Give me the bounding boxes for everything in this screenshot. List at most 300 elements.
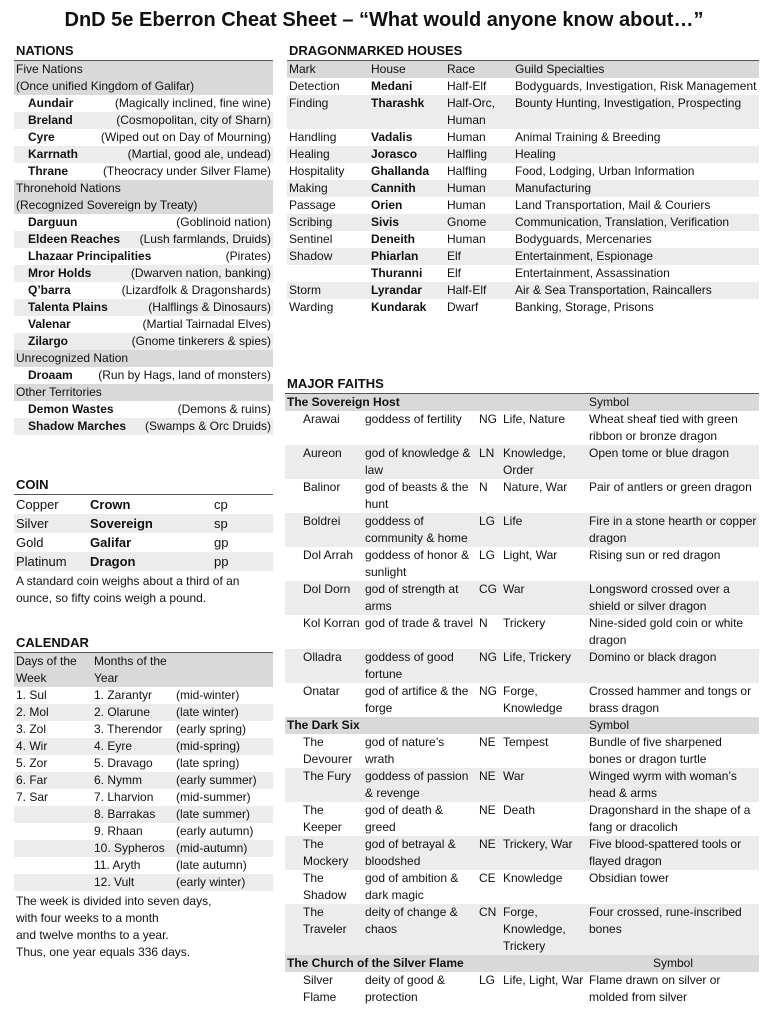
month-name: 3. Therendor (94, 722, 163, 736)
deity-role: god of strength at arms (363, 581, 477, 615)
nation-name: Zilargo (28, 334, 69, 348)
deity-symbol: Domino or black dragon (587, 649, 759, 683)
nation-name: Mror Holds (28, 266, 92, 280)
nation-name: Eldeen Reaches (28, 232, 121, 246)
nation-description: (Wiped out on Day of Mourning) (100, 130, 271, 144)
houses-section (287, 42, 759, 316)
nation-name: Karrnath (28, 147, 79, 161)
nation-item (14, 265, 273, 282)
faiths-table (285, 394, 759, 1006)
nation-description: (Pirates) (225, 249, 271, 263)
calendar-header-row (14, 653, 273, 687)
nation-item (14, 316, 273, 333)
house-row (287, 163, 759, 180)
calendar-row (14, 721, 273, 738)
calendar-row (14, 738, 273, 755)
deity-symbol: Five blood-spattered tools or flayed dragon (587, 836, 759, 870)
deity-spacer (285, 734, 301, 768)
deity-alignment: NG (477, 649, 501, 683)
month-season: (late winter) (174, 704, 273, 721)
coin-name: Crown (90, 497, 131, 512)
house-specialties: Bodyguards, Investigation, Risk Management (515, 79, 757, 93)
house-race: Elf (447, 266, 462, 280)
deity-spacer (285, 972, 301, 1006)
nation-item (14, 112, 273, 129)
nation-group-subtitle: (Recognized Sovereign by Treaty) (14, 197, 273, 214)
nation-name: Cyre (28, 130, 55, 144)
deity-spacer (285, 479, 301, 513)
deity-alignment: LG (477, 513, 501, 547)
house-name: Tharashk (369, 95, 445, 129)
deity-row (285, 802, 759, 836)
deity-role: goddess of community & home (363, 513, 477, 547)
weekday (14, 823, 92, 840)
coin-abbr: pp (212, 552, 273, 571)
days-header: Days of the Week (14, 653, 92, 687)
coin-table (14, 495, 273, 571)
nation-name: Talenta Plains (28, 300, 108, 314)
deity-name: The Mockery (301, 836, 363, 870)
deity-name: Olladra (301, 649, 363, 683)
deity-symbol: Bundle of five sharpened bones or dragon turtle (589, 735, 722, 766)
deity-domains: Life, Trickery (501, 649, 587, 683)
nation-group-title: Thronehold Nations (14, 180, 273, 197)
house-mark: Detection (289, 79, 340, 93)
nation-item (14, 333, 273, 350)
deity-name: The Fury (301, 768, 363, 802)
nation-name: Lhazaar Principalities (28, 249, 152, 263)
nation-description: (Run by Hags, land of monsters) (98, 368, 271, 382)
month-season: (early autumn) (176, 824, 254, 838)
faiths-heading: MAJOR FAITHS (285, 375, 759, 394)
house-specialties: Entertainment, Espionage (513, 248, 759, 265)
house-mark: Healing (287, 146, 369, 163)
house-row (287, 197, 759, 214)
nation-description: (Lizardfolk & Dragonshards) (121, 283, 271, 297)
deity-alignment: CE (479, 871, 496, 885)
deity-name: The Traveler (301, 904, 363, 955)
nation-description: (Dwarven nation, banking) (130, 266, 271, 280)
coin-name: Sovereign (88, 514, 212, 533)
coin-abbr: gp (214, 535, 229, 550)
nation-description: (Goblinoid nation) (176, 215, 271, 229)
deity-role: god of death & greed (365, 803, 444, 834)
house-race: Gnome (445, 214, 513, 231)
deity-row (285, 445, 759, 479)
nation-item (14, 163, 273, 180)
calendar-note-line: with four weeks to a month (16, 911, 159, 925)
month-name: 11. Aryth (94, 858, 141, 872)
deity-alignment: NG (479, 684, 497, 698)
deity-domains: Trickery, War (501, 836, 587, 870)
house-mark: Storm (287, 282, 369, 299)
month-name: 4. Eyre (92, 738, 174, 755)
house-name: Deneith (371, 232, 416, 246)
deity-domains: Trickery (503, 616, 546, 630)
calendar-row (14, 755, 273, 772)
deity-row (285, 683, 759, 717)
house-specialties: Entertainment, Assassination (515, 266, 670, 280)
month-name: 7. Lharvion (94, 790, 154, 804)
deity-domains: Light, War (503, 548, 558, 562)
deity-alignment: N (479, 616, 488, 630)
month-name: 1. Zarantyr (94, 688, 153, 702)
month-name: 5. Dravago (94, 756, 153, 770)
deity-name: The Keeper (303, 803, 342, 834)
nation-item (14, 231, 273, 248)
house-specialties: Air & Sea Transportation, Raincallers (513, 282, 759, 299)
deity-domains: Life, Nature (503, 412, 566, 426)
faith-symbol-header: Symbol (587, 394, 759, 411)
deity-symbol: Longsword crossed over a shield or silver dragon (587, 581, 759, 615)
calendar-note (14, 891, 273, 961)
month-season: (early summer) (174, 772, 273, 789)
deity-spacer (285, 904, 301, 955)
house-specialties: Bodyguards, Mercenaries (515, 232, 652, 246)
nation-group-title: Five Nations (14, 61, 273, 78)
deity-spacer (285, 870, 301, 904)
deity-name: Kol Korran (303, 616, 360, 630)
deity-role: god of nature’s wrath (365, 735, 445, 766)
deity-row (285, 836, 759, 870)
calendar-row (14, 704, 273, 721)
calendar-section (14, 634, 273, 961)
deity-domains: Nature, War (503, 480, 568, 494)
deity-row (285, 411, 759, 445)
house-row (287, 231, 759, 248)
weekday: 7. Sar (16, 790, 49, 804)
nation-name: Droaam (28, 368, 73, 382)
month-season: (mid-summer) (176, 790, 251, 804)
coin-section (14, 476, 273, 607)
houses-table (287, 61, 759, 316)
weekday (14, 857, 92, 874)
deity-symbol: Obsidian tower (589, 871, 670, 885)
deity-name: Balinor (303, 480, 341, 494)
month-name: 12. Vult (92, 874, 174, 891)
deity-spacer (285, 547, 301, 581)
calendar-row (14, 772, 273, 789)
nation-description: (Martial Tairnadal Elves) (142, 317, 271, 331)
deity-row (285, 904, 759, 955)
nation-name: Q’barra (28, 283, 71, 297)
house-race: Human (445, 180, 513, 197)
faith-group-name: The Sovereign Host (285, 394, 587, 411)
calendar-row (14, 806, 273, 823)
deity-symbol: Four crossed, rune-inscribed bones (587, 904, 759, 955)
nation-description: (Theocracy under Silver Flame) (102, 164, 271, 178)
calendar-row (14, 840, 273, 857)
nation-name: Thrane (28, 164, 69, 178)
deity-alignment: NE (477, 836, 501, 870)
house-specialties: Animal Training & Breeding (515, 130, 661, 144)
month-name: 10. Sypheros (92, 840, 174, 857)
month-season: (mid-spring) (174, 738, 273, 755)
nation-group-title: Other Territories (14, 384, 273, 401)
faith-symbol-header: Symbol (587, 717, 759, 734)
deity-name: Arawai (303, 412, 340, 426)
house-specialties: Food, Lodging, Urban Information (515, 164, 695, 178)
month-name: 2. Olarune (92, 704, 174, 721)
house-specialties: Land Transportation, Mail & Couriers (515, 198, 711, 212)
nation-description: (Cosmopolitan, city of Sharn) (116, 113, 271, 127)
deity-name: Silver Flame (303, 973, 337, 1004)
nation-item (14, 146, 273, 163)
deity-role: god of ambition & dark magic (365, 871, 459, 902)
nations-heading: NATIONS (14, 42, 273, 61)
nation-item (14, 282, 273, 299)
nation-description: (Martial, good ale, undead) (127, 147, 271, 161)
house-name: Ghallanda (371, 164, 430, 178)
house-mark: Sentinel (289, 232, 333, 246)
weekday (14, 806, 92, 823)
calendar-heading: CALENDAR (14, 634, 273, 653)
deity-domains: Forge, Knowledge (503, 684, 563, 715)
deity-role: god of beasts & the hunt (365, 480, 469, 511)
deity-spacer (285, 581, 301, 615)
coin-metal: Copper (16, 497, 59, 512)
deity-role: god of betrayal & bloodshed (363, 836, 477, 870)
deity-role: deity of good & protection (365, 973, 446, 1004)
houses-column-header: Guild Specialties (513, 61, 759, 78)
faith-group-name: The Church of the Silver Flame (285, 955, 587, 972)
house-race: Dwarf (447, 300, 479, 314)
nation-description: (Lush farmlands, Druids) (139, 232, 271, 246)
house-race: Half-Elf (447, 79, 487, 93)
deity-symbol: Dragonshard in the shape of a fang or dracolich (589, 803, 751, 834)
deity-spacer (285, 649, 301, 683)
coin-row (14, 533, 273, 552)
deity-alignment: NE (477, 768, 501, 802)
coin-heading: COIN (14, 476, 273, 495)
calendar-row (14, 823, 273, 840)
house-specialties: Healing (513, 146, 759, 163)
calendar-note-line: The week is divided into seven days, (16, 894, 212, 908)
houses-heading: DRAGONMARKED HOUSES (287, 42, 759, 61)
deity-domains: Life (501, 513, 587, 547)
deity-alignment: N (479, 480, 488, 494)
deity-role: goddess of good fortune (363, 649, 477, 683)
nation-description: (Halflings & Dinosaurs) (148, 300, 271, 314)
deity-spacer (285, 445, 301, 479)
house-row (287, 299, 759, 316)
deity-role: god of trade & travel (365, 616, 474, 630)
faith-group-name: The Dark Six (285, 717, 587, 734)
house-row (287, 78, 759, 95)
deity-row (285, 513, 759, 547)
deity-spacer (285, 802, 301, 836)
weekday: 1. Sul (16, 688, 47, 702)
deity-domains: Knowledge, Order (501, 445, 587, 479)
faith-group-row (285, 955, 759, 972)
deity-name: Dol Dorn (301, 581, 363, 615)
weekday (14, 874, 92, 891)
house-name: Lyrandar (369, 282, 445, 299)
month-season: (mid-autumn) (174, 840, 273, 857)
deity-symbol: Flame drawn on silver or molded from silver (589, 973, 721, 1004)
deity-role: god of artifice & the forge (365, 684, 469, 715)
calendar-row (14, 857, 273, 874)
deity-row (285, 615, 759, 649)
deity-domains: War (501, 768, 587, 802)
deity-role: goddess of fertility (365, 412, 462, 426)
houses-column-header: House (369, 61, 445, 78)
house-row (287, 180, 759, 197)
deity-spacer (285, 836, 301, 870)
nations-section (14, 42, 273, 435)
nation-name: Aundair (28, 96, 74, 110)
nation-name: Breland (28, 113, 73, 127)
deity-row (285, 734, 759, 768)
houses-header-row (287, 61, 759, 78)
weekday: 6. Far (14, 772, 92, 789)
month-name: 6. Nymm (92, 772, 174, 789)
deity-spacer (285, 768, 301, 802)
deity-row (285, 547, 759, 581)
nation-description: (Gnome tinkerers & spies) (131, 334, 271, 348)
house-row (287, 248, 759, 265)
coin-row (14, 552, 273, 571)
deity-domains: Life, Light, War (503, 973, 584, 987)
nation-item (14, 214, 273, 231)
deity-role: goddess of passion & revenge (363, 768, 477, 802)
nation-description: (Magically inclined, fine wine) (114, 96, 271, 110)
month-season: (mid-winter) (176, 688, 240, 702)
nation-item (14, 129, 273, 146)
deity-symbol: Nine-sided gold coin or white dragon (589, 616, 744, 647)
weekday: 4. Wir (14, 738, 92, 755)
deity-symbol: Pair of antlers or green dragon (589, 480, 752, 494)
house-race: Elf (445, 248, 513, 265)
deity-name: Aureon (301, 445, 363, 479)
house-row (287, 282, 759, 299)
nation-name: Demon Wastes (28, 402, 114, 416)
deity-name: Onatar (303, 684, 340, 698)
page-title: DnD 5e Eberron Cheat Sheet – “What would anyone know about…” (64, 9, 704, 31)
deity-domains: War (501, 581, 587, 615)
nation-name: Valenar (28, 317, 71, 331)
calendar-row (14, 687, 273, 704)
deity-name: The Devourer (303, 735, 353, 766)
deity-spacer (285, 615, 301, 649)
nation-description: (Swamps & Orc Druids) (144, 419, 271, 433)
house-mark (287, 265, 369, 282)
nation-item (14, 401, 273, 418)
nation-group-title: Unrecognized Nation (14, 350, 273, 367)
house-name: Kundarak (371, 300, 427, 314)
house-row (287, 146, 759, 163)
deity-name: The Shadow (303, 871, 347, 902)
deity-alignment: LN (477, 445, 501, 479)
deity-row (285, 870, 759, 904)
month-season: (early spring) (176, 722, 247, 736)
house-mark: Shadow (287, 248, 369, 265)
coin-note: A standard coin weighs about a third of an ounce, so fifty coins weigh a pound. (16, 574, 240, 605)
house-mark: Making (287, 180, 369, 197)
deity-name: Boldrei (301, 513, 363, 547)
nation-item (14, 418, 273, 435)
deity-symbol: Crossed hammer and tongs or brass dragon (589, 684, 752, 715)
deity-row (285, 972, 759, 1006)
deity-row (285, 581, 759, 615)
deity-spacer (285, 683, 301, 717)
deity-row (285, 649, 759, 683)
coin-abbr: cp (214, 497, 228, 512)
deity-spacer (285, 513, 301, 547)
house-mark: Passage (289, 198, 336, 212)
coin-metal: Platinum (14, 552, 88, 571)
deity-row (285, 479, 759, 513)
coin-abbr: sp (212, 514, 273, 533)
house-row (287, 129, 759, 146)
coin-row (14, 514, 273, 533)
deity-role: deity of change & chaos (363, 904, 477, 955)
faiths-section (285, 375, 759, 1006)
deity-symbol: Winged wyrm with woman’s head & arms (587, 768, 759, 802)
calendar-table (14, 653, 273, 891)
house-name: Jorasco (369, 146, 445, 163)
nation-item (14, 367, 273, 384)
deity-alignment: LG (479, 548, 496, 562)
deity-domains: Death (503, 803, 536, 817)
deity-name: Dol Arrah (303, 548, 354, 562)
house-name: Phiarlan (369, 248, 445, 265)
house-specialties: Banking, Storage, Prisons (515, 300, 654, 314)
calendar-note-line: and twelve months to a year. (16, 928, 169, 942)
deity-symbol: Rising sun or red dragon (589, 548, 721, 562)
deity-alignment: CN (477, 904, 501, 955)
house-name: Medani (371, 79, 413, 93)
month-name: 9. Rhaan (94, 824, 143, 838)
deity-alignment: NE (479, 803, 496, 817)
house-race: Human (447, 232, 486, 246)
house-race: Half-Elf (445, 282, 513, 299)
nation-item (14, 248, 273, 265)
calendar-note-line: Thus, one year equals 336 days. (16, 945, 191, 959)
house-mark: Handling (289, 130, 337, 144)
houses-column-header: Race (445, 61, 513, 78)
house-specialties: Communication, Translation, Verification (513, 214, 759, 231)
house-race: Human (447, 198, 486, 212)
month-season: (early winter) (174, 874, 273, 891)
nation-group-subtitle: (Once unified Kingdom of Galifar) (14, 78, 273, 95)
deity-alignment: NG (479, 412, 497, 426)
house-race: Half-Orc, Human (445, 95, 513, 129)
deity-alignment: LG (479, 973, 496, 987)
house-mark: Scribing (287, 214, 369, 231)
house-mark: Hospitality (289, 164, 345, 178)
coin-name: Dragon (88, 552, 212, 571)
deity-spacer (285, 411, 301, 445)
house-name: Cannith (369, 180, 445, 197)
deity-role: goddess of honor & sunlight (365, 548, 470, 579)
coin-metal: Gold (16, 535, 44, 550)
months-header: Months of the Year (92, 653, 273, 687)
nation-name: Darguun (28, 215, 78, 229)
calendar-row (14, 874, 273, 891)
month-name: 8. Barrakas (92, 806, 174, 823)
weekday: 2. Mol (14, 704, 92, 721)
faith-group-row (285, 394, 759, 411)
house-race: Human (447, 130, 486, 144)
house-specialties: Bounty Hunting, Investigation, Prospecting (513, 95, 759, 129)
deity-alignment: NE (479, 735, 496, 749)
house-name: Orien (371, 198, 403, 212)
deity-domains: Forge, Knowledge, Trickery (501, 904, 587, 955)
nation-item (14, 95, 273, 112)
month-season: (late spring) (176, 756, 240, 770)
month-season: (late autumn) (176, 858, 247, 872)
